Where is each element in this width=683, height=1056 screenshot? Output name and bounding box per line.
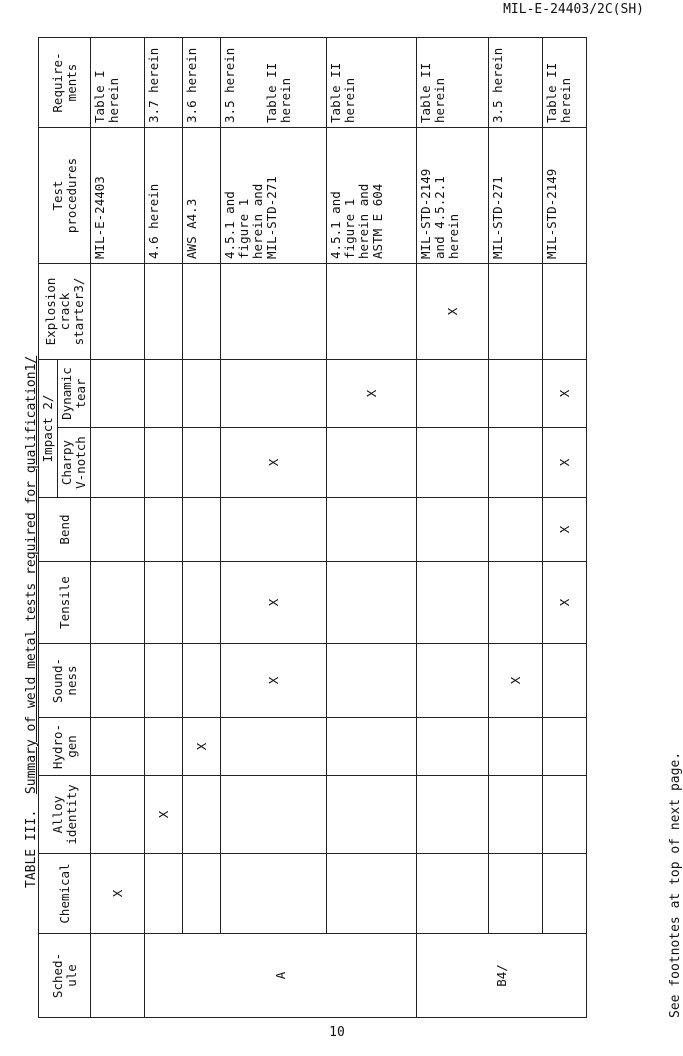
col-explosion: Explosion crack starter3/	[39, 263, 91, 359]
procedure-cell: 4.6 herein	[145, 127, 183, 263]
col-tensile: Tensile	[39, 562, 91, 644]
table-row	[543, 37, 587, 1017]
requirement-cell: 3.5 herein Table II herein	[221, 37, 327, 127]
table-row	[327, 37, 417, 1017]
procedure-cell: MIL-STD-271	[489, 127, 543, 263]
mark-cell: X	[417, 263, 489, 359]
col-soundness: Sound- ness	[39, 644, 91, 718]
procedure-cell: AWS A4.3	[183, 127, 221, 263]
col-dynamic-tear: Dynamic tear	[58, 359, 91, 427]
procedure-cell: 4.5.1 and figure 1 herein and MIL-STD-271	[221, 127, 327, 263]
header-row-1	[39, 37, 58, 1017]
table-footnote-ref: 1/	[24, 355, 39, 372]
procedure-cell: MIL-STD-2149	[543, 127, 587, 263]
requirement-cell: Table II herein	[543, 37, 587, 127]
mark-cell: X	[221, 428, 327, 498]
mark-cell: X	[543, 428, 587, 498]
rotated-table-block	[24, 18, 683, 1018]
col-charpy: Charpy V-notch	[58, 428, 91, 498]
schedule-b-cell: B4/	[417, 934, 587, 1018]
mark-cell: X	[543, 562, 587, 644]
mark-cell: X	[91, 854, 145, 934]
requirement-cell: Table I herein	[91, 37, 145, 127]
table-title	[24, 356, 39, 888]
procedure-cell: MIL-E-24403	[91, 127, 145, 263]
page-number: 10	[329, 1025, 345, 1040]
table-row	[417, 37, 489, 1017]
mark-cell: X	[221, 644, 327, 718]
col-bend: Bend	[39, 498, 91, 562]
col-alloy-identity: Alloy identity	[39, 776, 91, 854]
col-requirements: Require- ments	[39, 37, 91, 127]
col-schedule: Sched- ule	[39, 934, 91, 1018]
requirement-cell: Table II herein	[417, 37, 489, 127]
requirement-cell: 3.7 herein	[145, 37, 183, 127]
col-impact-group: Impact 2/	[39, 359, 58, 497]
col-test-procedures: Test procedures	[39, 127, 91, 263]
col-hydrogen: Hydro- gen	[39, 718, 91, 776]
mark-cell: X	[489, 644, 543, 718]
procedure-cell: 4.5.1 and figure 1 herein and ASTM E 604	[327, 127, 417, 263]
footnote-note: See footnotes at top of next page.	[668, 751, 683, 1018]
mark-cell: X	[543, 359, 587, 427]
table-row	[489, 37, 543, 1017]
table-row	[145, 37, 183, 1017]
mark-cell: X	[543, 498, 587, 562]
requirement-cell: 3.5 herein	[489, 37, 543, 127]
mark-cell: X	[327, 359, 417, 427]
mark-cell: X	[183, 718, 221, 776]
weld-tests-table	[38, 37, 587, 1018]
procedure-cell: MIL-STD-2149 and 4.5.2.1 herein	[417, 127, 489, 263]
table-row	[91, 37, 145, 1017]
table-prefix: TABLE III.	[24, 809, 39, 888]
table-title-text: Summary of weld metal tests required for qualification	[24, 371, 39, 795]
mark-cell: X	[221, 562, 327, 644]
requirement-cell: 3.6 herein	[183, 37, 221, 127]
schedule-a-cell: A	[145, 934, 417, 1018]
col-chemical: Chemical	[39, 854, 91, 934]
mark-cell: X	[145, 776, 183, 854]
schedule-cell	[91, 934, 145, 1018]
table-row	[221, 37, 327, 1017]
requirement-cell: Table II herein	[327, 37, 417, 127]
table-row	[183, 37, 221, 1017]
document-id: MIL-E-24403/2C(SH)	[503, 2, 644, 17]
